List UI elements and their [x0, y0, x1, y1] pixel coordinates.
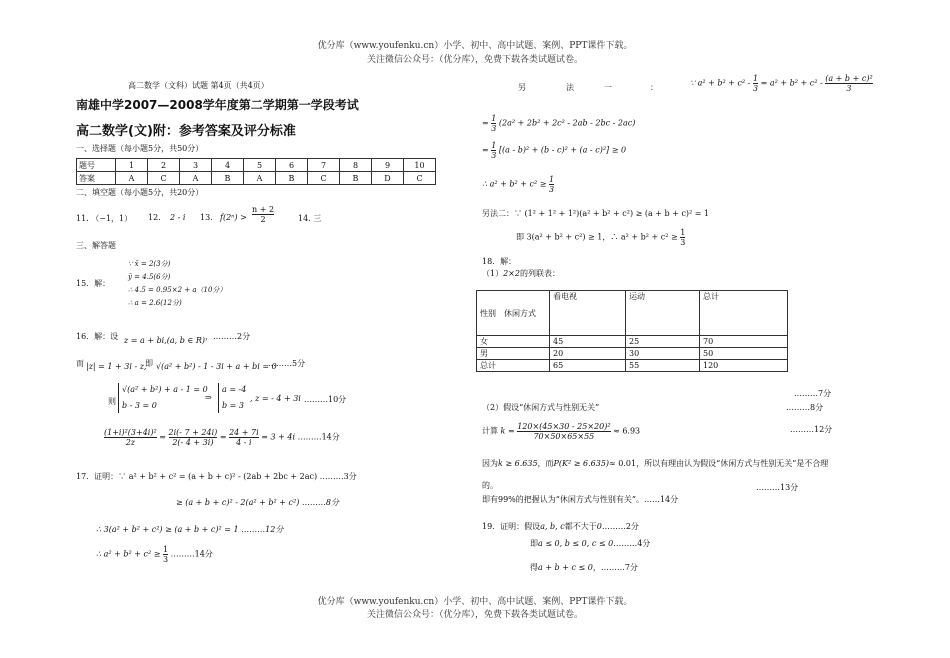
- fill-answer-12: 2 - i: [170, 213, 186, 222]
- page-note: 高二数学（文科）试题 第4页（共4页）: [128, 81, 269, 90]
- q17-line: ≥ (a + b + c)² - 2(a² + b² + c²) ………8分: [176, 498, 339, 507]
- q16-text: 而: [76, 359, 84, 368]
- q19-math: a, b, c: [540, 522, 565, 531]
- q16-fraction-line: [104, 428, 340, 447]
- q19-score: ………2分: [601, 522, 639, 531]
- answer-table: [76, 158, 436, 185]
- q17-line: ∴ 3(a² + b² + c²) ≥ (a + b + c)² = 1 ………12分: [96, 525, 284, 534]
- q16-score: ，………2分: [205, 332, 251, 341]
- q16-system: b - 3 = 0: [122, 401, 157, 410]
- brace: [118, 383, 119, 413]
- q16-score: ………5分: [268, 359, 306, 368]
- q18-math: k ≥ 6.635: [498, 459, 538, 468]
- q19-score: ………4分: [613, 539, 651, 548]
- table-cell: 女: [477, 336, 550, 348]
- q19-text: 即: [530, 539, 538, 548]
- table-cell: 2: [148, 159, 180, 172]
- table-cell: 5: [244, 159, 276, 172]
- table-cell: B: [276, 172, 308, 185]
- q18-calc: [482, 422, 640, 441]
- alt1-label: 一: [604, 83, 612, 92]
- q16-system: √(a² + b²) + a - 1 = 0: [122, 385, 208, 394]
- table-row: [477, 336, 788, 348]
- table-header-cell: 总计: [700, 291, 788, 336]
- q18-calc-label: 计算: [482, 426, 498, 436]
- denominator: 3: [163, 555, 169, 564]
- q19-line: [530, 562, 638, 573]
- table-cell: 9: [372, 159, 404, 172]
- q18-k-result: ≈ 6.93: [613, 426, 641, 436]
- brace: [218, 383, 219, 413]
- q19-text: 19．证明：假设: [482, 522, 541, 531]
- q16-result: b = 3: [222, 401, 244, 410]
- table-header-cell: 看电视: [550, 291, 626, 336]
- q19-line: [482, 521, 639, 532]
- denominator: 3: [491, 151, 497, 160]
- q18-conclusion: 即有99%的把握认为“休闲方式与性别有关”。……14分: [482, 495, 679, 504]
- footer-line-1: 优分库（www.youfenku.cn）小学、初中、高中试题、案例、PPT课件下载。: [317, 597, 633, 607]
- footer-line-2: 关注微信公众号：（优分库），免费下载各类试题试卷。: [366, 610, 583, 620]
- q18-math: ≈ 0.01: [609, 459, 637, 468]
- denominator: 2z: [125, 438, 135, 447]
- q16-text: 则: [108, 397, 116, 406]
- q17-conclusion: [96, 545, 213, 564]
- alt2-expr: 即 3(a² + b² + c²) ≥ 1，∴ a² + b² + c² ≥: [516, 232, 678, 242]
- q18-text: ，所以有理由认为假设“休闲方式与性别无关”是不合理: [636, 459, 829, 468]
- numerator: 24 + 7i: [229, 428, 259, 437]
- fraction: [252, 205, 274, 224]
- q19-score: ，………7分: [592, 563, 638, 572]
- alt1-label: 另: [518, 83, 526, 92]
- q15-line: ȳ = 4.5(6分): [128, 273, 171, 281]
- header-line-1: 优分库（www.youfenku.cn）小学、初中、高中试题、案例、PPT课件下载。: [317, 41, 633, 51]
- q16-score: ………14分: [297, 432, 340, 442]
- table-row: [77, 172, 436, 185]
- numerator: (1+i)²(3+4i)²: [104, 428, 157, 437]
- table-row: [477, 360, 788, 372]
- numerator: 120×(45×30 - 25×20)²: [517, 422, 611, 431]
- table-cell: 45: [550, 336, 626, 348]
- table-header-row: [477, 291, 788, 336]
- q15-line: ∵ x̄ = 2(3分): [128, 260, 171, 268]
- table-row: [477, 348, 788, 360]
- table-cell: 55: [626, 360, 700, 372]
- q16-final: = 3 + 4i: [261, 432, 296, 442]
- q17-score: ………14分: [170, 549, 213, 559]
- table-cell: D: [372, 172, 404, 185]
- table-cell: C: [148, 172, 180, 185]
- q19-math: a ≤ 0, b ≤ 0, c ≤ 0: [538, 539, 614, 548]
- numerator: 1: [491, 114, 497, 123]
- numerator: 1: [163, 545, 169, 554]
- table-cell: 7: [308, 159, 340, 172]
- q19-math: a + b + c ≤ 0: [538, 563, 593, 572]
- q18-score: ………13分: [756, 483, 799, 492]
- table-cell: B: [340, 172, 372, 185]
- table-cell: 120: [700, 360, 788, 372]
- denominator: 70×50×65×55: [533, 432, 595, 441]
- section-2-heading: 二、填空题（每小题5分，共20分）: [76, 188, 204, 197]
- header-line-2: 关注微信公众号：（优分库），免费下载各类试题试卷。: [366, 55, 583, 65]
- q16-result: a = -4: [222, 385, 247, 394]
- table-header-cell: 运动: [626, 291, 700, 336]
- page-title: 高二数学(文)附：参考答案及评分标准: [76, 124, 296, 139]
- q18-text: 的。: [482, 481, 498, 490]
- exam-title: 南雄中学2007—2008学年度第二学期第一学段考试: [76, 98, 359, 112]
- q16-math: z = a + bi,(a, b ∈ R): [124, 336, 206, 345]
- q18-score: ………12分: [790, 425, 833, 434]
- q18-reason: [482, 458, 828, 469]
- alt1-expr: ∴ a² + b² + c² ≥: [482, 179, 547, 189]
- alt1-math: [690, 74, 873, 93]
- table-cell: 男: [477, 348, 550, 360]
- table-cell: 20: [550, 348, 626, 360]
- table-cell: 6: [276, 159, 308, 172]
- denominator: 3: [680, 238, 686, 247]
- alt1-label: 法: [566, 83, 574, 92]
- denominator: 2: [260, 215, 266, 224]
- numerator: n + 2: [252, 205, 275, 214]
- alt1-expr: [(a - b)² + (b - c)² + (a - c)²] ≥ 0: [498, 145, 627, 155]
- equals: =: [482, 145, 489, 155]
- q19-line: [530, 538, 650, 549]
- table-cell: C: [308, 172, 340, 185]
- numerator: 1: [491, 141, 497, 150]
- q16-text: 即: [145, 359, 153, 368]
- denominator: 4 - i: [236, 438, 252, 447]
- table-cell: 答案: [77, 172, 116, 185]
- q18-sub1-text: 的列联表：: [519, 269, 560, 278]
- fill-answer-13: f(2ⁿ) >: [220, 213, 247, 222]
- alt1-step: [482, 114, 635, 133]
- alt1-expr: = a² + b² + c² -: [760, 78, 823, 88]
- denominator: 3: [491, 124, 497, 133]
- equals: =: [159, 432, 166, 442]
- alt1-step: [482, 141, 626, 160]
- equals: =: [219, 432, 227, 442]
- table-cell: 30: [626, 348, 700, 360]
- contingency-table: [476, 290, 788, 372]
- q18-math: P(K² ≥ 6.635): [553, 459, 610, 468]
- alt2-line: 另法二：∵ (1² + 1² + 1²)(a² + b² + c²) ≥ (a + b + c)² = 1: [482, 209, 710, 218]
- table-cell: 65: [550, 360, 626, 372]
- table-cell: C: [404, 172, 436, 185]
- q18-text: 因为: [482, 459, 498, 468]
- alt1-conclusion: [482, 175, 554, 194]
- equals: =: [482, 118, 489, 128]
- q16-score: ………10分: [304, 395, 347, 404]
- table-cell: 50: [700, 348, 788, 360]
- fill-answer-11: 11. （−1，1）: [76, 214, 133, 223]
- q15-line: ∴ a = 2.6(12分): [128, 299, 182, 307]
- fill-label-13: 13.: [200, 213, 213, 222]
- numerator: (a + b + c)²: [825, 74, 873, 83]
- numerator: 1: [549, 175, 555, 184]
- table-cell: A: [116, 172, 148, 185]
- q16-label: 16．解：设: [76, 332, 119, 341]
- table-cell: A: [244, 172, 276, 185]
- numerator: 2i(- 7 + 24i): [168, 428, 218, 437]
- implies-arrow: ⇒: [205, 393, 212, 402]
- table-header-cell: 性别 休闲方式: [477, 291, 550, 336]
- denominator: 2(- 4 + 3i): [172, 438, 214, 447]
- q18-score: ………7分: [794, 389, 832, 398]
- q18-sub1-math: 2×2: [503, 269, 520, 278]
- q17-math: ∴ a² + b² + c² ≥: [96, 549, 161, 559]
- fill-label-12: 12.: [148, 213, 161, 222]
- numerator: 1: [753, 74, 759, 83]
- denominator: 3: [753, 84, 759, 93]
- alt1-label: ：: [650, 83, 658, 92]
- table-cell: 25: [626, 336, 700, 348]
- q18-sub1-num: （1）: [482, 269, 504, 278]
- q18-label: 18．解：: [482, 257, 517, 266]
- q18-k: k =: [500, 426, 515, 436]
- numerator: 1: [680, 228, 686, 237]
- q19-text: 都不大于: [564, 522, 597, 531]
- denominator: 3: [846, 84, 852, 93]
- alt2-conclusion: [516, 228, 685, 247]
- section-1-heading: 一、选择题（每小题5分，共50分）: [76, 144, 204, 153]
- q18-score: ………8分: [786, 403, 824, 412]
- table-cell: 3: [180, 159, 212, 172]
- q15-line: ∴ 4.5 = 0.95×2 + a（10分）: [128, 286, 227, 294]
- table-cell: 总计: [477, 360, 550, 372]
- table-cell: 70: [700, 336, 788, 348]
- q16-result: , z = - 4 + 3i: [250, 394, 301, 403]
- fill-answer-14: 14. 三: [298, 214, 322, 223]
- denominator: 3: [549, 185, 555, 194]
- alt1-expr: (2a² + 2b² + 2c² - 2ab - 2bc - 2ac): [498, 118, 636, 128]
- q19-math: 0: [596, 522, 602, 531]
- table-cell: A: [180, 172, 212, 185]
- table-cell: 4: [212, 159, 244, 172]
- section-3-heading: 三、解答题: [76, 241, 116, 250]
- q18-text: ，而: [537, 459, 554, 468]
- q19-text: 得: [530, 563, 538, 572]
- table-cell: 10: [404, 159, 436, 172]
- q15-label: 15．解：: [76, 279, 111, 288]
- table-cell: B: [212, 172, 244, 185]
- q18-sub2: （2）假设“休闲方式与性别无关”: [482, 403, 600, 412]
- q16-math: |z| = 1 + 3i - z,: [86, 362, 147, 371]
- table-cell: 8: [340, 159, 372, 172]
- q16-math: √(a² + b²) - 1 - 3i + a + bi = 0: [156, 362, 277, 371]
- alt1-expr: ∵ a² + b² + c² -: [690, 78, 751, 88]
- table-cell: 1: [116, 159, 148, 172]
- table-row: [77, 159, 436, 172]
- q18-sub1: [482, 268, 560, 279]
- table-cell: 题号: [77, 159, 116, 172]
- q17-line: 17．证明：∵ a² + b² + c² = (a + b + c)² - (2ab + 2bc + 2ac) ………3分: [76, 472, 357, 481]
